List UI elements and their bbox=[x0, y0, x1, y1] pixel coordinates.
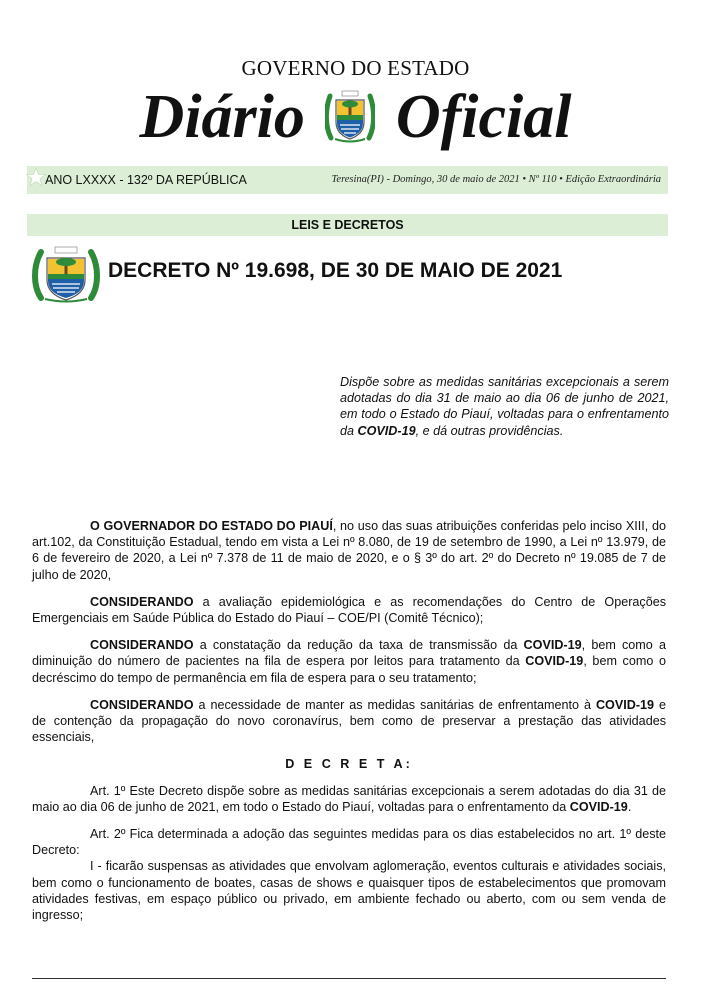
governor-label: O GOVERNADOR DO ESTADO DO PIAUÍ bbox=[90, 519, 333, 533]
covid-term: COVID-19 bbox=[595, 697, 655, 712]
covid-term: COVID-19 bbox=[569, 799, 628, 814]
article-1-end: . bbox=[627, 799, 632, 814]
considering-text: , bem como a diminuição do número de pacientes na fila de espera por leitos para tratamento da bbox=[32, 638, 666, 669]
considering-text: e de contenção da propagação do novo coronavírus, bem como de preservar a prestação das atividades essenciais, bbox=[32, 697, 666, 745]
considering-paragraph-1 bbox=[32, 594, 666, 626]
government-heading: GOVERNO DO ESTADO bbox=[241, 56, 470, 80]
preamble-paragraph bbox=[32, 518, 666, 583]
considering-label: CONSIDERANDO bbox=[90, 594, 194, 609]
considering-text: a constatação da redução da taxa de transmissão da bbox=[193, 638, 524, 653]
covid-term: COVID-19 bbox=[523, 638, 582, 653]
considering-text: a avaliação epidemiológica e as recomendações do Centro de Operações Emergenciais em Saúde Pública do Estado do Piauí – COE/PI (Comitê Técnico); bbox=[32, 594, 666, 626]
section-title: LEIS E DECRETOS bbox=[27, 214, 668, 236]
ementa-covid: COVID-19 bbox=[357, 423, 416, 438]
page-divider bbox=[32, 978, 666, 979]
considering-text: a necessidade de manter as medidas sanitárias de enfrentamento à bbox=[193, 697, 596, 712]
considering-paragraph-2 bbox=[32, 637, 666, 686]
masthead bbox=[0, 80, 711, 154]
considering-label: CONSIDERANDO bbox=[90, 697, 194, 712]
decreta-heading: D E C R E T A: bbox=[285, 757, 413, 772]
ementa-text-end: , e dá outras providências. bbox=[415, 423, 564, 438]
star-icon bbox=[26, 167, 46, 192]
considering-label: CONSIDERANDO bbox=[90, 638, 194, 653]
considering-text: , bem como o decréscimo do tempo de permanência em fila de espera para o seu tratamento; bbox=[32, 654, 666, 685]
decree-ementa bbox=[340, 374, 669, 439]
article-1-text: Art. 1º Este Decreto dispõe sobre as medidas sanitárias excepcionais a serem adotadas do dia 31 de maio ao dia 06 de junho de 2021, em todo o Estado do Piauí, voltadas para o enfrentamento da bbox=[32, 783, 666, 814]
article-1 bbox=[32, 783, 666, 815]
decree-title: DECRETO Nº 19.698, DE 30 DE MAIO DE 2021 bbox=[108, 259, 563, 282]
edition-year: ANO LXXXX - 132º DA REPÚBLICA bbox=[45, 173, 247, 187]
ementa-text: Dispõe sobre as medidas sanitárias excepcionais a serem adotadas do dia 31 de maio ao dia 06 de junho de 2021, em todo o Estado do Piauí, voltadas para o enfrentamento da bbox=[340, 375, 669, 438]
decree-coat-of-arms-icon bbox=[31, 242, 101, 309]
considering-paragraph-3 bbox=[32, 697, 666, 746]
masthead-title-diario: Diário bbox=[139, 83, 305, 151]
coat-of-arms-icon bbox=[325, 86, 375, 149]
article-2-item-1: I - ficarão suspensas as atividades que envolvam aglomeração, eventos culturais e atividades sociais, bem como o funcionamento de boates, casas de shows e quaisquer tipos de estabelecimentos que promovam atividades festivas, em espaço público ou privado, em ambiente fechado ou aberto, com ou sem venda de ingresso; bbox=[32, 859, 666, 923]
edition-info-bar bbox=[27, 166, 668, 194]
preamble-text: , no uso das suas atribuições conferidas pelo inciso XIII, do art.102, da Constituição Estadual, tendo em vista a Lei nº 8.080, de 19 de setembro de 1990, a Lei nº 13.979, de 6 de fevereiro de 2020, a Lei nº 7.378 de 11 de maio de 2020, e o § 3º do art. 2º do Decreto nº 19.085 de 7 de julho de 2020, bbox=[32, 519, 666, 582]
decree-body bbox=[32, 518, 666, 923]
article-2: Art. 2º Fica determinada a adoção das seguintes medidas para os dias estabelecidos no art. 1º deste Decreto: bbox=[32, 827, 666, 858]
masthead-title-oficial: Oficial bbox=[395, 83, 572, 151]
edition-date: Teresina(PI) - Domingo, 30 de maio de 2021 • Nº 110 • Edição Extraordinária bbox=[331, 174, 661, 185]
covid-term: COVID-19 bbox=[525, 654, 584, 669]
